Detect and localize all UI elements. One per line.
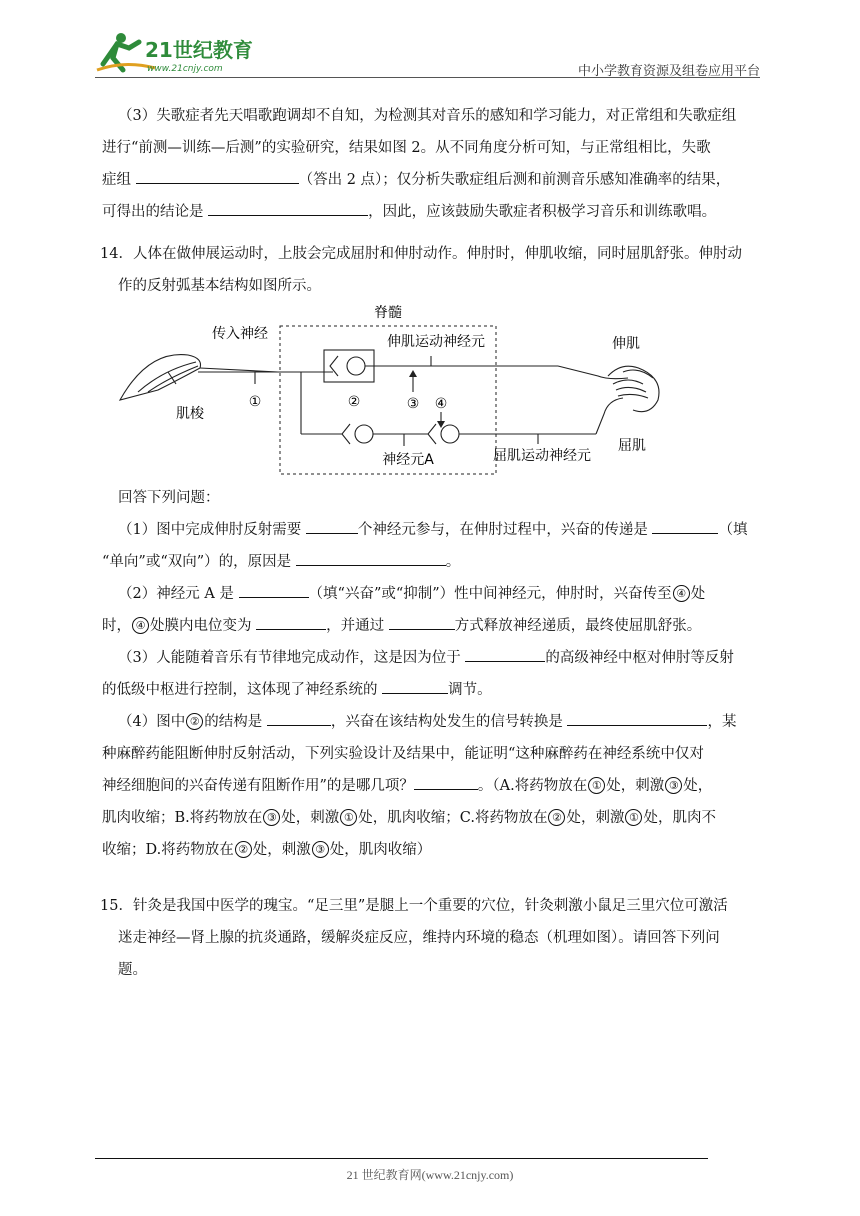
label-extensor-motor-neuron: 伸肌运动神经元 [387,334,485,350]
answer-blank[interactable] [567,711,707,726]
q14-text: ，并通过 [326,618,389,634]
question-number: 14． [100,246,133,262]
label-flexor-motor-neuron: 屈肌运动神经元 [493,448,591,464]
q14-text: （1）图中完成伸肘反射需要 [118,522,306,538]
q14-text: 。 [445,554,461,570]
answer-blank[interactable] [389,615,455,630]
q13-line-2: 进行“前测—训练—后测”的实验研究，结果如图 2。从不同角度分析可知，与正常组相比，失歌 [102,140,711,156]
q14-part-2-line-1 [118,578,763,610]
q14-part-1-line-2 [102,546,763,578]
marker-2: ② [186,713,203,730]
q14-text: 处 [690,586,706,602]
q14-text: 处，刺激 [606,778,665,794]
q14-part-4-line-5 [102,834,763,866]
q13-line-3 [102,164,763,196]
answer-blank[interactable] [306,519,358,534]
answer-blank[interactable] [296,551,446,566]
site-logo[interactable] [95,30,265,76]
marker-2: ② [347,394,361,410]
q14-text: 处，肌肉不 [643,810,716,826]
marker-2: ② [548,809,565,826]
marker-3: ③ [406,396,420,412]
page-footer[interactable]: 21 世纪教育网(www.21cnjy.com) [346,1168,514,1182]
question-number: 15． [100,898,133,914]
q14-text: （2）神经元 A 是 [118,586,239,602]
marker-3: ③ [263,809,280,826]
q15-line-3: 题。 [118,962,147,978]
q14-text: 处，刺激 [566,810,625,826]
question-14-parts [102,482,763,866]
q13-text: ，因此，应该鼓励失歌症者积极学习音乐和训练歌唱。 [368,204,717,220]
q13-line-4 [102,196,763,228]
label-extensor: 伸肌 [612,336,640,352]
answer-blank[interactable] [267,711,331,726]
answer-blank[interactable] [414,775,478,790]
q14-text: （4）图中 [118,714,186,730]
answer-blank[interactable] [256,615,326,630]
q14-part-3-line-1 [118,642,763,674]
q14-text: （填“兴奋”或“抑制”）性中间神经元，伸肘时，兴奋传至 [308,586,672,602]
q14-text: 调节。 [448,682,492,698]
label-spinal-cord: 脊髓 [374,305,402,321]
answer-blank[interactable] [652,519,718,534]
q14-text: 收缩；D.将药物放在 [102,842,234,858]
q15-text: 针灸是我国中医学的瑰宝。“足三里”是腿上一个重要的穴位，针灸刺激小鼠足三里穴位可激活 [132,898,728,914]
q15-line-2: 迷走神经—肾上腺的抗炎通路，缓解炎症反应，维持内环境的稳态（机理如图）。请回答下列问 [118,930,720,946]
q14-line-2: 作的反射弧基本结构如图所示。 [118,278,321,294]
q13-text: 可得出的结论是 [102,204,209,220]
q14-text: 神经细胞间的兴奋传递有阻断作用”的是哪几项？ [102,778,414,794]
answer-blank[interactable] [208,201,368,216]
q14-text: 的结构是 [204,714,267,730]
q14-text: ，兴奋在该结构处发生的信号转换是 [330,714,568,730]
reflex-arc-figure [118,300,663,480]
header-divider [95,77,760,78]
q14-text: 方式释放神经递质，最终使屈肌舒张。 [454,618,702,634]
label-neuron-a: 神经元A [382,452,434,468]
q14-part-4-line-4 [102,802,763,834]
q14-text: ，某 [707,714,737,730]
q14-part-3-line-2 [102,674,763,706]
q14-text: 人体在做伸展运动时，上肢会完成屈肘和伸肘动作。伸肘时，伸肌收缩，同时屈肌舒张。伸肘动 [132,246,742,262]
q14-text: 处膜内电位变为 [150,618,257,634]
logo-url: www.21cnjy.com [147,64,223,74]
label-muscle-spindle: 肌梭 [176,406,204,422]
marker-4: ④ [434,396,448,412]
question-13-part-3 [102,100,763,228]
platform-name: 中小学教育资源及组卷应用平台 [577,64,760,79]
marker-1: ① [248,394,262,410]
marker-1: ① [625,809,642,826]
question-14-intro [100,238,765,302]
q14-part-4-line-3 [102,770,763,802]
q14-text: 的高级神经中枢对伸肘等反射 [545,650,734,666]
q14-text: 处，刺激 [281,810,340,826]
answer-blank[interactable] [465,647,545,662]
q14-line-1 [100,238,765,270]
q14-text: 处，肌肉收缩；C.将药物放在 [358,810,548,826]
q14-text: （填 [718,522,748,538]
q14-text: （3）人能随着音乐有节律地完成动作，这是因为位于 [118,650,466,666]
marker-2: ② [235,841,252,858]
marker-1: ① [588,777,605,794]
q14-text: 。（A.将药物放在 [477,778,588,794]
question-15 [100,890,765,986]
q14-text: 处，肌肉收缩） [329,842,432,858]
q14-text: 时， [102,618,131,634]
label-afferent-nerve: 传入神经 [212,326,268,342]
marker-3: ③ [312,841,329,858]
runner-logo-icon [95,30,265,76]
q14-text: 个神经元参与，在伸肘过程中，兴奋的传递是 [357,522,653,538]
marker-4: ④ [673,585,690,602]
marker-4: ④ [132,617,149,634]
q14-text: 处， [683,778,713,794]
q13-text: 症组 [102,172,136,188]
label-flexor: 屈肌 [618,438,646,454]
marker-1: ① [340,809,357,826]
answer-blank[interactable] [382,679,448,694]
q14-prompt: 回答下列问题： [118,490,220,506]
marker-3: ③ [665,777,682,794]
q14-part-1-line-1 [118,514,763,546]
answer-blank[interactable] [239,583,309,598]
q14-part-2-line-2 [102,610,763,642]
q14-part-4-line-1 [118,706,763,738]
answer-blank[interactable] [136,169,299,184]
q14-text: 处，刺激 [252,842,311,858]
q13-text: （答出 2 点）；仅分析失歌症组后测和前测音乐感知准确率的结果， [298,172,731,188]
page-header [95,30,760,80]
q15-line-1 [100,890,765,922]
footer-divider [95,1158,708,1159]
q14-text: 肌肉收缩；B.将药物放在 [102,810,263,826]
logo-text: 21世纪教育 [145,38,253,62]
q13-line-1: （3）失歌症者先天唱歌跑调却不自知，为检测其对音乐的感知和学习能力，对正常组和失歌症组 [118,108,737,124]
q14-part-4-line-2: 种麻醉药能阻断伸肘反射活动，下列实验设计及结果中，能证明“这种麻醉药在神经系统中仅对 [102,746,704,762]
muscle-shape [558,366,659,434]
q14-text: 的低级中枢进行控制，这体现了神经系统的 [102,682,383,698]
q14-text: “单向”或“双向”）的，原因是 [102,554,296,570]
